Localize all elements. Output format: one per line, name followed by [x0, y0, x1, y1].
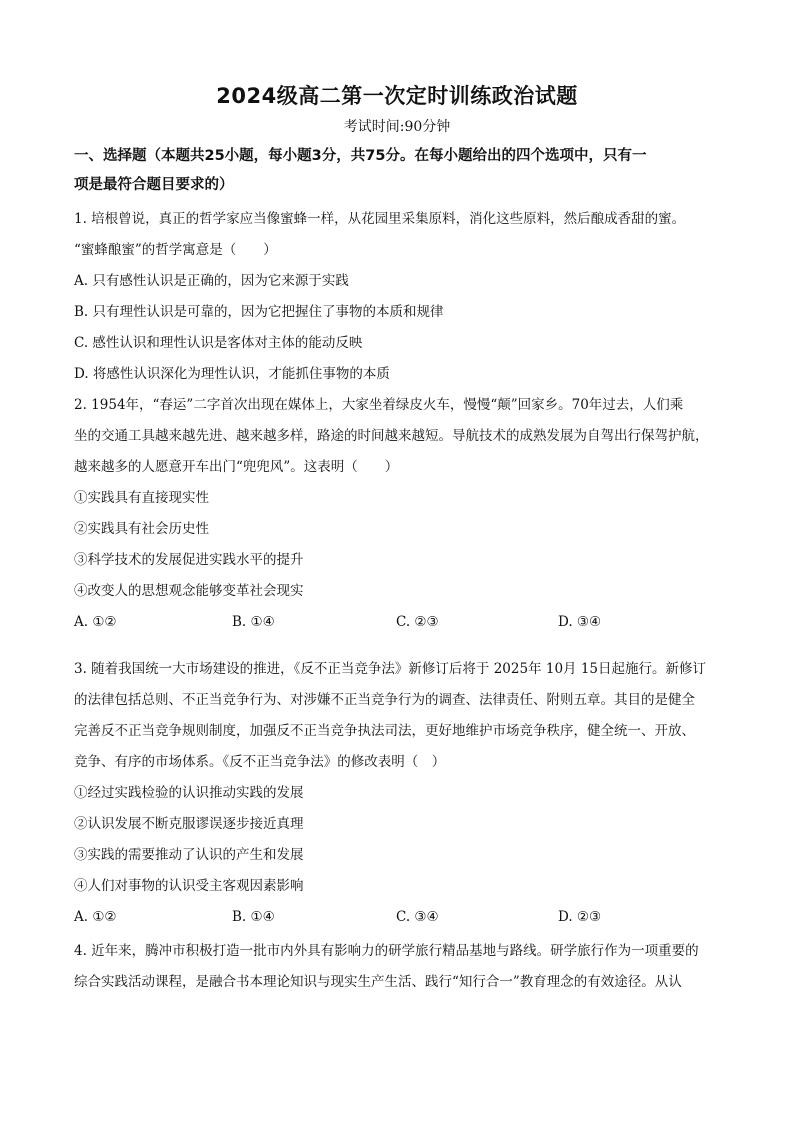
question-stem-line: 越来越多的人愿意开车出门“兜兜风”。这表明（ ） — [74, 459, 399, 475]
section-heading — [74, 142, 734, 200]
choice-d[interactable]: D. ②③ — [558, 909, 602, 925]
option-b[interactable]: B. 只有理性认识是可靠的，因为它把握住了事物的本质和规律 — [74, 304, 444, 320]
choice-row — [74, 902, 724, 933]
option-d[interactable]: D. 将感性认识深化为理性认识，才能抓住事物的本质 — [74, 366, 390, 382]
choice-row — [74, 607, 724, 638]
option-a[interactable]: A. 只有感性认识是正确的，因为它来源于实践 — [74, 273, 349, 289]
question-1 — [74, 204, 724, 390]
section-heading-line: 项是最符合题目要求的） — [74, 177, 234, 193]
choice-a[interactable]: A. ①② — [74, 909, 117, 925]
question-4 — [74, 936, 724, 998]
statement-2: ②认识发展不断克服谬误逐步接近真理 — [74, 816, 304, 832]
statement-3: ③科学技术的发展促进实践水平的提升 — [74, 552, 304, 568]
question-stem-line: 竞争、有序的市场体系。《反不正当竞争法》的修改表明（ ） — [74, 754, 446, 770]
choice-b[interactable]: B. ①④ — [232, 909, 275, 925]
question-stem-line: 4. 近年来，腾冲市积极打造一批市内外具有影响力的研学旅行精品基地与路线。研学旅行作为一项重要的 — [74, 943, 699, 959]
statement-4: ④改变人的思想观念能够变革社会现实 — [74, 583, 304, 599]
choice-c[interactable]: C. ②③ — [396, 614, 439, 630]
section-heading-line: 一、选择题（本题共25小题，每小题3分，共75分。在每小题给出的四个选项中，只有一 — [74, 148, 647, 164]
statement-1: ①实践具有直接现实性 — [74, 490, 209, 506]
question-stem-line: 坐的交通工具越来越先进、越来越多样，路途的时间越来越短。导航技术的成熟发展为自驾出行保驾护航， — [74, 428, 709, 444]
exam-duration: 考试时间:90分钟 — [343, 119, 451, 135]
choice-b[interactable]: B. ①④ — [232, 614, 275, 630]
statement-2: ②实践具有社会历史性 — [74, 521, 209, 537]
statement-4: ④人们对事物的认识受主客观因素影响 — [74, 878, 304, 894]
question-stem-line: 的法律包括总则、不正当竞争行为、对涉嫌不正当竞争行为的调查、法律责任、附则五章。其目的是健全 — [74, 692, 695, 708]
question-stem-line: 1. 培根曾说，真正的哲学家应当像蜜蜂一样，从花园里采集原料，消化这些原料，然后酿成香甜的蜜。 — [74, 211, 686, 227]
question-stem-line: 综合实践活动课程，是融合书本理论知识与现实生产生活、践行“知行合一”教育理念的有效途径。从认 — [74, 974, 682, 990]
statement-1: ①经过实践检验的认识推动实践的发展 — [74, 785, 304, 801]
option-c[interactable]: C. 感性认识和理性认识是客体对主体的能动反映 — [74, 335, 363, 351]
exam-title: 2024级高二第一次定时训练政治试题 — [216, 84, 578, 108]
statement-3: ③实践的需要推动了认识的产生和发展 — [74, 847, 304, 863]
question-2 — [74, 390, 724, 638]
question-stem-line: 2. 1954年，“春运”二字首次出现在媒体上，大家坐着绿皮火车，慢慢“颠”回家乡。70年过去，人们乘 — [74, 397, 684, 413]
question-3 — [74, 654, 724, 933]
question-stem-line: 3. 随着我国统一大市场建设的推进，《反不正当竞争法》新修订后将于 2025年 10月 15日起施行。新修订 — [74, 661, 707, 677]
choice-a[interactable]: A. ①② — [74, 614, 117, 630]
choice-c[interactable]: C. ③④ — [396, 909, 439, 925]
question-stem-line: “蜜蜂酿蜜”的哲学寓意是（ ） — [74, 242, 277, 258]
choice-d[interactable]: D. ③④ — [558, 614, 602, 630]
question-stem-line: 完善反不正当竞争规则制度，加强反不正当竞争执法司法，更好地维护市场竞争秩序，健全统一、开放、 — [74, 723, 695, 739]
